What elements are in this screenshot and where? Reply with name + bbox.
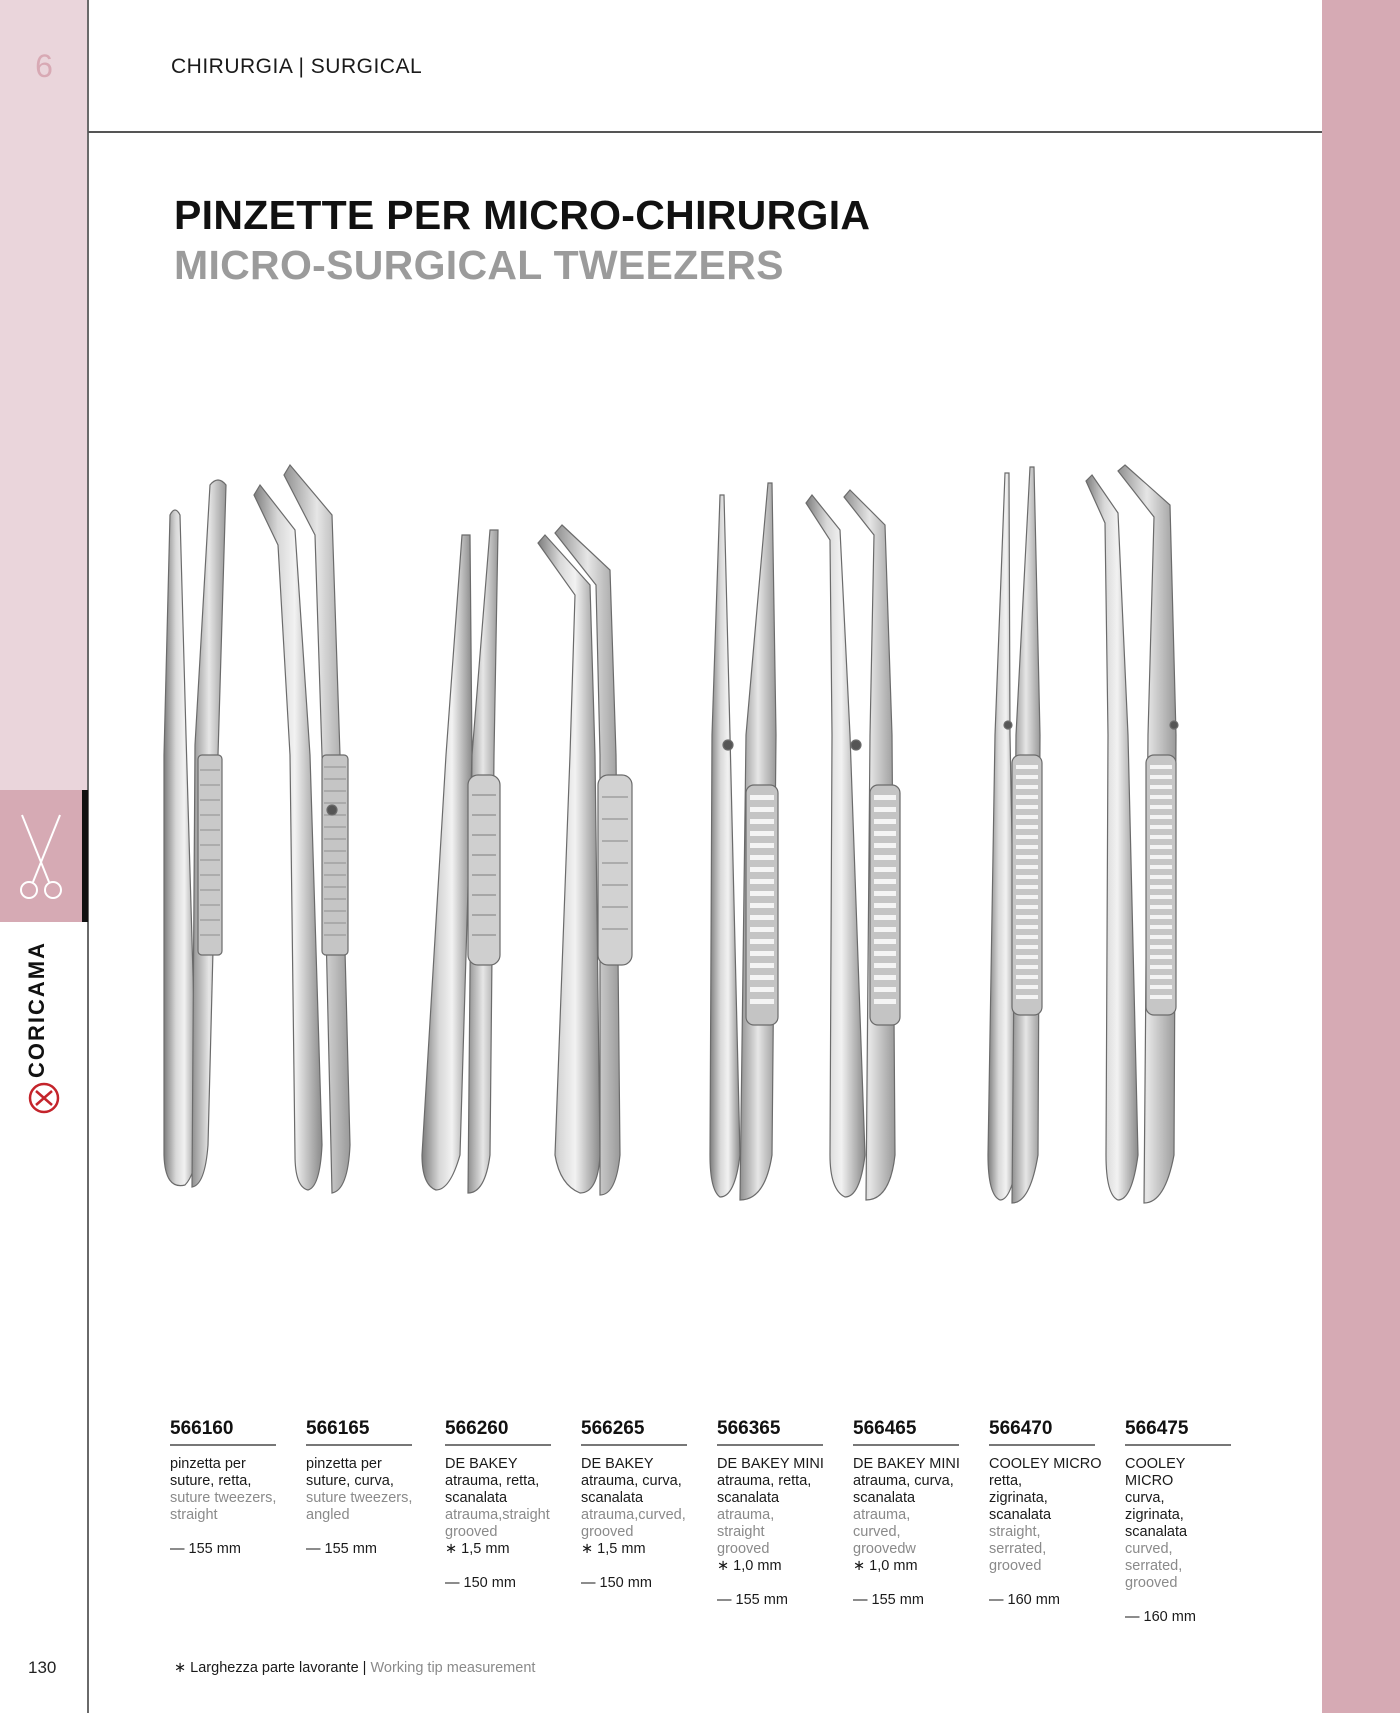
right-color-band — [1322, 0, 1400, 1713]
product-code: 566160 — [170, 1418, 276, 1446]
product-566365 — [717, 1418, 835, 1608]
product-desc-en: straight, serrated, grooved — [989, 1524, 1047, 1574]
product-desc-it: pinzetta per suture, curva, — [306, 1456, 394, 1489]
tweezer-566465 — [806, 490, 900, 1200]
product-566165 — [306, 1418, 424, 1557]
product-length: — 160 mm — [989, 1592, 1060, 1608]
product-566265 — [581, 1418, 699, 1591]
page-number: 130 — [28, 1658, 57, 1677]
tweezer-566165 — [254, 465, 350, 1193]
product-566470 — [989, 1418, 1107, 1608]
footnote-italian: ∗ Larghezza parte lavorante — [174, 1660, 359, 1676]
tweezer-566160 — [164, 480, 226, 1187]
chapter-number: 6 — [35, 48, 53, 84]
product-desc-it: DE BAKEY MINI atrauma, curva, scanalata — [853, 1456, 960, 1506]
footnote-english: Working tip measurement — [370, 1660, 536, 1676]
product-566260 — [445, 1418, 563, 1591]
product-length: — 150 mm — [445, 1575, 516, 1591]
tweezer-566470 — [988, 467, 1042, 1203]
product-code: 566470 — [989, 1418, 1095, 1446]
product-length: — 155 mm — [853, 1592, 924, 1608]
tweezer-566475 — [1086, 465, 1178, 1203]
product-length: — 155 mm — [170, 1541, 241, 1557]
product-code: 566260 — [445, 1418, 551, 1446]
product-566475 — [1125, 1418, 1243, 1625]
product-code: 566165 — [306, 1418, 412, 1446]
product-tip-width: ∗ 1,0 mm — [853, 1558, 918, 1574]
scissors-icon — [0, 790, 82, 922]
product-desc-en: curved, serrated, grooved — [1125, 1541, 1183, 1591]
tweezer-566265 — [538, 525, 632, 1195]
product-length: — 155 mm — [306, 1541, 377, 1557]
product-length: — 160 mm — [1125, 1609, 1196, 1625]
product-length: — 150 mm — [581, 1575, 652, 1591]
product-desc-en: atrauma, straight grooved — [717, 1507, 775, 1557]
product-desc-en: atrauma,straight grooved — [445, 1507, 550, 1540]
tweezer-566260 — [422, 530, 500, 1193]
product-code: 566465 — [853, 1418, 959, 1446]
product-desc-en: atrauma, curved, groovedw — [853, 1507, 916, 1557]
section-header: CHIRURGIA | SURGICAL — [171, 55, 423, 78]
product-code: 566475 — [1125, 1418, 1231, 1446]
product-length: — 155 mm — [717, 1592, 788, 1608]
page-title-english: MICRO-SURGICAL TWEEZERS — [174, 242, 784, 288]
product-code: 566365 — [717, 1418, 823, 1446]
product-desc-it: COOLEY MICRO curva, zigrinata, scanalata — [1125, 1456, 1188, 1540]
product-tip-width: ∗ 1,5 mm — [445, 1541, 510, 1557]
chapter-tab-accent — [82, 790, 88, 922]
product-566160 — [170, 1418, 288, 1557]
product-desc-it: COOLEY MICRO retta, zigrinata, scanalata — [989, 1456, 1102, 1523]
tweezer-566365 — [710, 483, 778, 1200]
product-desc-en: suture tweezers, straight — [170, 1490, 277, 1523]
product-desc-it: DE BAKEY atrauma, curva, scanalata — [581, 1456, 682, 1506]
product-tip-width: ∗ 1,0 mm — [717, 1558, 782, 1574]
left-sidebar-pink-band — [0, 0, 88, 790]
product-566465 — [853, 1418, 971, 1608]
product-desc-en: atrauma,curved, grooved — [581, 1507, 686, 1540]
footnote — [174, 1660, 535, 1676]
header-rule — [88, 131, 1322, 133]
product-desc-it: DE BAKEY atrauma, retta, scanalata — [445, 1456, 540, 1506]
footnote-separator: | — [358, 1660, 371, 1676]
product-desc-it: DE BAKEY MINI atrauma, retta, scanalata — [717, 1456, 824, 1506]
product-desc-en: suture tweezers, angled — [306, 1490, 413, 1523]
page-title-italian: PINZETTE PER MICRO-CHIRURGIA — [174, 192, 871, 238]
product-code: 566265 — [581, 1418, 687, 1446]
brand-logo — [14, 938, 74, 1118]
chapter-tab — [0, 790, 88, 922]
product-tip-width: ∗ 1,5 mm — [581, 1541, 646, 1557]
tweezers-illustration — [150, 455, 1230, 1390]
product-desc-it: pinzetta per suture, retta, — [170, 1456, 252, 1489]
brand-logo-text: CORICAMA — [24, 941, 49, 1078]
